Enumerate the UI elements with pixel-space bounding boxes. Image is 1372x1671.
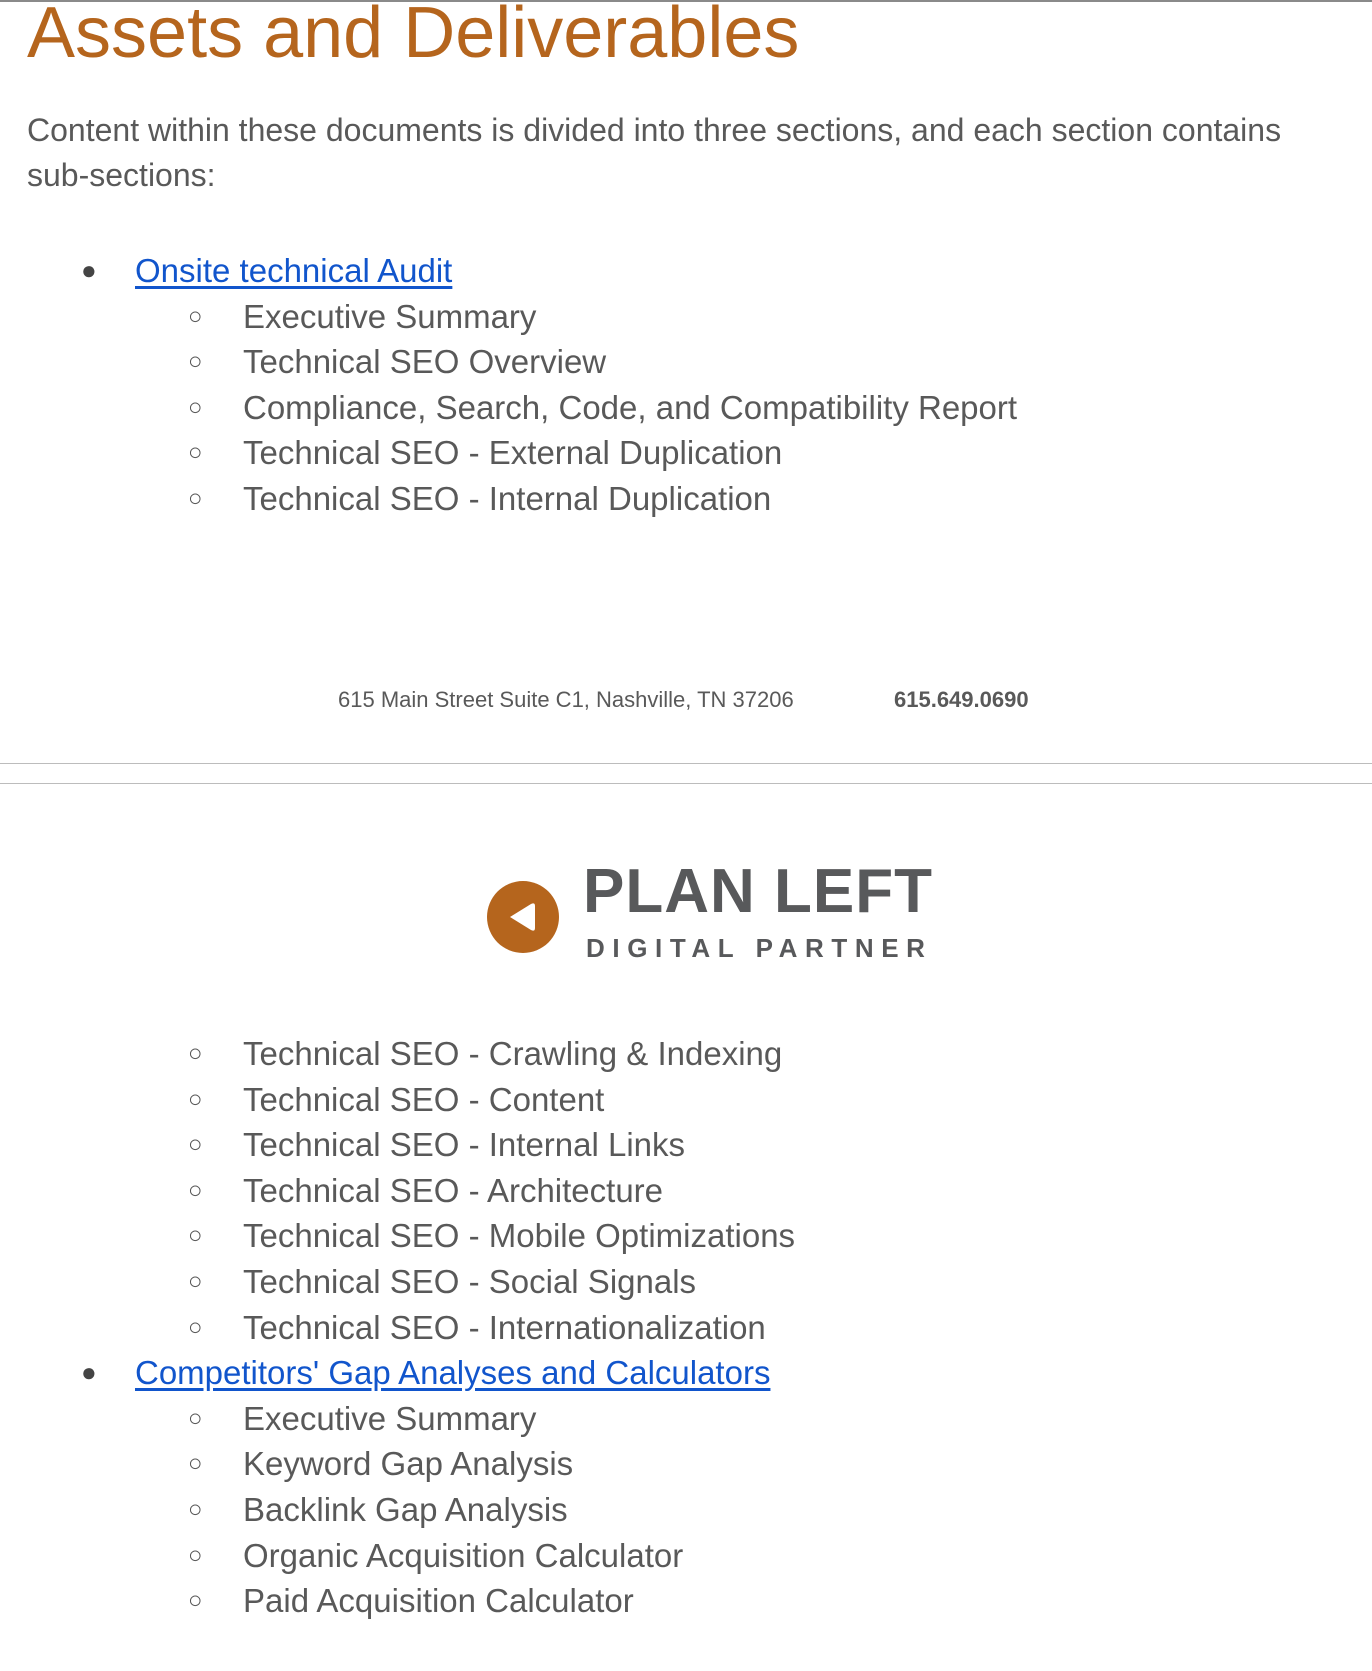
sub-section-label: Technical SEO - Internal Links [243,1126,686,1164]
sub-section-label: Backlink Gap Analysis [243,1490,568,1528]
list-item [0,385,1300,431]
bullet-filled-icon: ● [81,1357,97,1388]
sub-section-label: Technical SEO - Internal Duplication [243,479,772,517]
section-onsite-technical-audit [0,248,1300,522]
sub-section-label: Technical SEO - Internationalization [243,1308,766,1346]
list-item [0,1533,1300,1579]
sub-section-label: Technical SEO - Mobile Optimizations [243,1217,796,1255]
section-list-continued [0,1031,1300,1624]
list-item [0,339,1300,385]
sub-section-label: Compliance, Search, Code, and Compatibility Report [243,388,1018,426]
list-item [0,1077,1300,1123]
list-item [0,1259,1300,1305]
sub-section-label: Technical SEO - Social Signals [243,1262,697,1300]
bullet-hollow-icon: ○ [188,484,203,512]
bullet-hollow-icon: ○ [188,439,203,467]
page-heading: Assets and Deliverables [27,0,800,73]
company-logo [487,854,947,964]
bullet-hollow-icon: ○ [188,1495,203,1523]
bullet-hollow-icon: ○ [188,1222,203,1250]
sub-section-label: Keyword Gap Analysis [243,1445,574,1483]
list-item [0,1441,1300,1487]
document-page-2 [0,784,1372,1671]
bullet-hollow-icon: ○ [188,1313,203,1341]
list-item [0,476,1300,522]
sub-section-label: Technical SEO - Architecture [243,1171,664,1209]
footer-phone: 615.649.0690 [894,687,1029,712]
sub-section-label: Technical SEO Overview [243,343,607,381]
sub-section-label: Executive Summary [243,1399,537,1437]
list-item [0,1213,1300,1259]
sub-section-label: Paid Acquisition Calculator [243,1582,634,1620]
sub-section-label: Technical SEO - Crawling & Indexing [243,1035,783,1072]
sub-section-label: Technical SEO - Content [243,1080,605,1118]
list-item [0,294,1300,340]
logo-name: PLAN LEFT [583,857,933,926]
section-competitors-gap-analyses [0,1350,1300,1624]
bullet-hollow-icon: ○ [188,1267,203,1295]
list-item [0,1305,1300,1351]
bullet-hollow-icon: ○ [188,302,203,330]
page-footer [0,682,1372,718]
sub-section-list [0,294,1300,522]
list-item [0,1396,1300,1442]
bullet-hollow-icon: ○ [188,1176,203,1204]
footer-address: 615 Main Street Suite C1, Nashville, TN 37206 [338,687,794,712]
bullet-hollow-icon: ○ [188,1450,203,1478]
sub-section-list [0,1031,1300,1350]
bullet-hollow-icon: ○ [188,1404,203,1432]
page-break-line [0,763,1372,764]
intro-paragraph: Content within these documents is divided into three sections, and each section contains sub-sections: [27,112,1282,193]
logo-tagline: DIGITAL PARTNER [586,933,933,963]
list-item [0,1578,1300,1624]
list-item [0,1031,1300,1077]
bullet-hollow-icon: ○ [188,1040,203,1067]
section-link-onsite-technical-audit[interactable]: Onsite technical Audit [135,252,453,289]
play-left-logo-icon [487,881,559,953]
list-item [0,430,1300,476]
sub-section-label: Organic Acquisition Calculator [243,1536,684,1574]
sub-section-label: Technical SEO - External Duplication [243,434,783,472]
list-item [0,1487,1300,1533]
section-link-competitors-gap-analyses[interactable]: Competitors' Gap Analyses and Calculators [135,1354,771,1392]
bullet-hollow-icon: ○ [188,1541,203,1569]
bullet-hollow-icon: ○ [188,1085,203,1113]
section-list [0,248,1300,522]
bullet-hollow-icon: ○ [188,393,203,421]
bullet-hollow-icon: ○ [188,348,203,376]
list-item [0,1168,1300,1214]
sub-section-list [0,1396,1300,1624]
bullet-hollow-icon: ○ [188,1587,203,1615]
list-item [0,1122,1300,1168]
section-onsite-technical-audit-continued [0,1031,1300,1350]
bullet-hollow-icon: ○ [188,1131,203,1159]
bullet-filled-icon: ● [81,255,97,285]
document-page-1 [0,0,1372,763]
sub-section-label: Executive Summary [243,297,537,335]
